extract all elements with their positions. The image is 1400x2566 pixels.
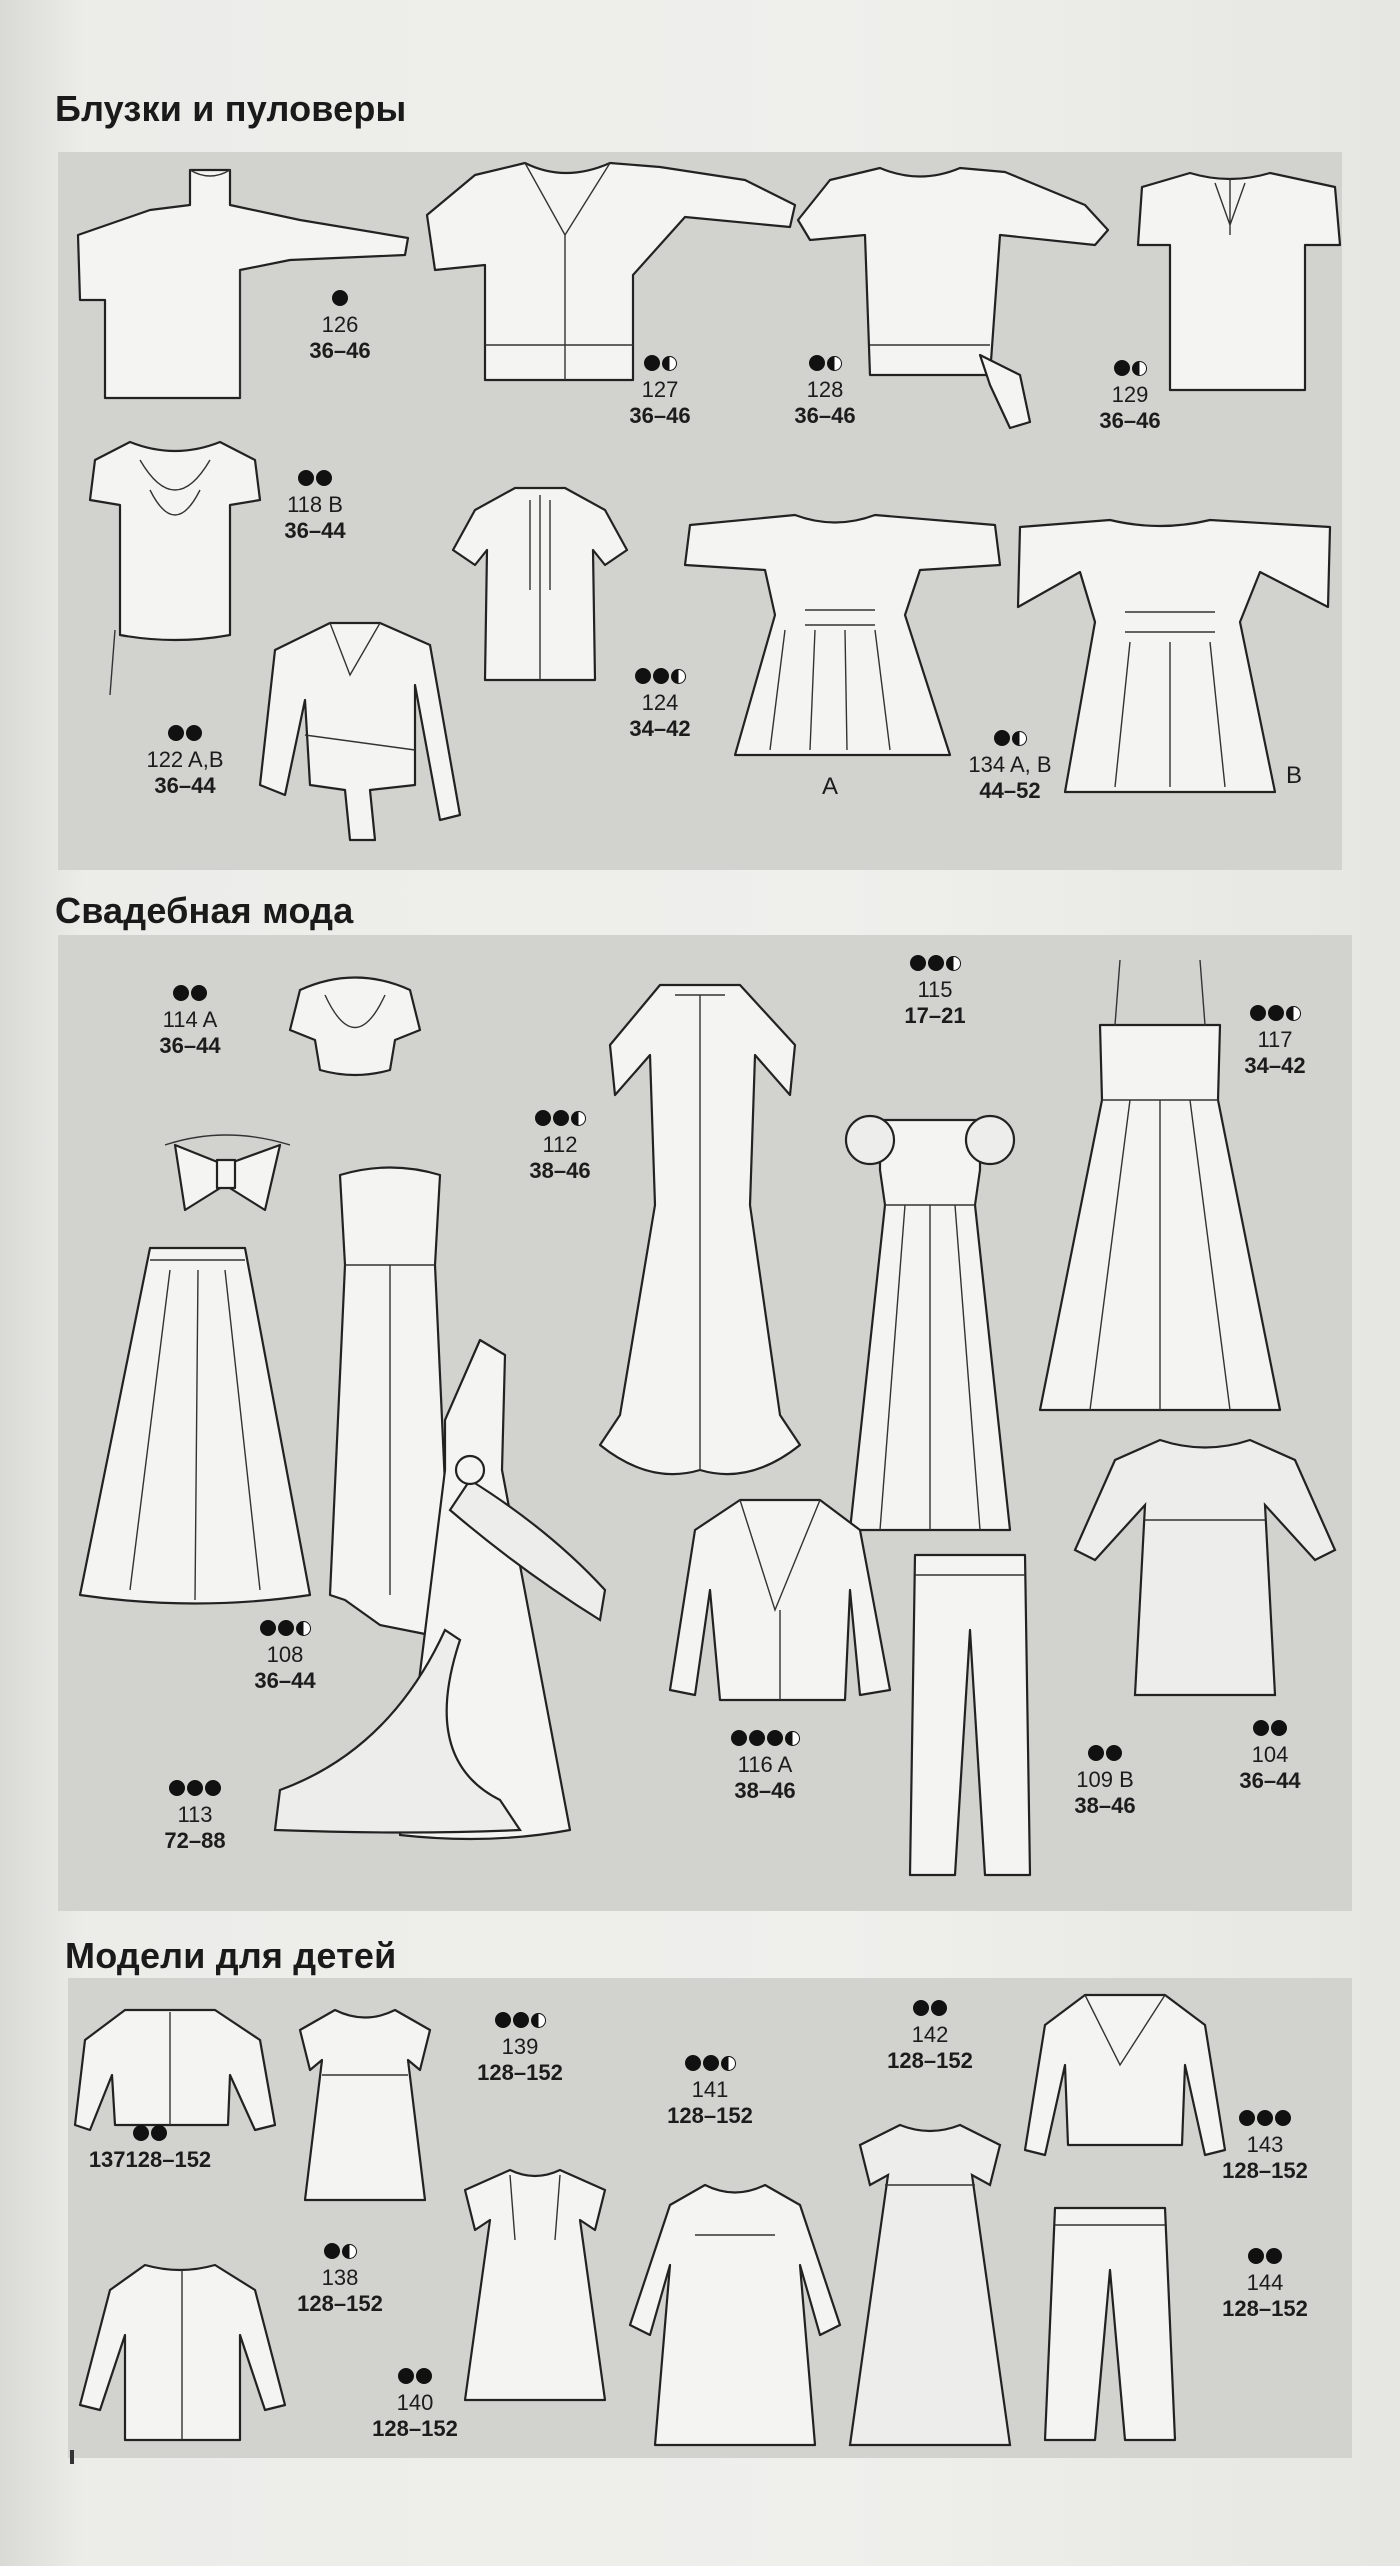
sketch-126	[40, 150, 420, 410]
pattern-size: 34–42	[629, 716, 691, 742]
pattern-142	[870, 2000, 990, 2075]
pattern-size: 36–44	[159, 1033, 221, 1059]
sketch-114a-bow	[165, 1130, 295, 1220]
pattern-114a	[140, 985, 240, 1060]
pattern-number: 126	[321, 312, 359, 337]
difficulty-dots	[610, 668, 710, 688]
sketch-116a	[660, 1490, 900, 1710]
pattern-number: 142	[911, 2022, 949, 2047]
difficulty-dots	[710, 1730, 820, 1750]
pattern-108	[235, 1620, 335, 1695]
difficulty-dots	[650, 2055, 770, 2075]
pattern-size: 36–46	[1099, 408, 1161, 434]
pattern-number: 138	[321, 2265, 359, 2290]
section-title-wedding: Свадебная мода	[55, 890, 354, 931]
sketch-141	[625, 2175, 850, 2455]
pattern-138	[280, 2243, 400, 2318]
pattern-number: 127	[641, 377, 679, 402]
sketch-104	[1070, 1430, 1340, 1710]
pattern-number: 108	[266, 1642, 304, 1667]
difficulty-dots	[1055, 1745, 1155, 1765]
pattern-size: 36–46	[629, 403, 691, 429]
sketch-113	[270, 1330, 640, 1870]
pattern-144	[1205, 2248, 1325, 2323]
difficulty-dots	[460, 2012, 580, 2032]
sketch-138	[75, 2255, 295, 2445]
pattern-number: 122 A,B	[146, 747, 224, 772]
section-title-kids: Модели для детей	[65, 1935, 397, 1976]
section-title-blouses: Блузки и пуловеры	[55, 88, 407, 129]
pattern-number: 104	[1251, 1742, 1289, 1767]
difficulty-dots	[355, 2368, 475, 2388]
pattern-number: 114 A	[162, 1007, 218, 1032]
pattern-size: 128–152	[1222, 2296, 1308, 2322]
difficulty-dots	[775, 355, 875, 375]
difficulty-dots	[235, 1620, 335, 1640]
pattern-118b	[265, 470, 365, 545]
pattern-115	[885, 955, 985, 1030]
pattern-124	[610, 668, 710, 743]
difficulty-dots	[1225, 1005, 1325, 1025]
pattern-size: 34–42	[1244, 1053, 1306, 1079]
sketch-137	[70, 2000, 280, 2140]
pattern-128	[775, 355, 875, 430]
pattern-number: 117	[1257, 1027, 1293, 1052]
difficulty-dots	[290, 290, 390, 310]
difficulty-dots	[1220, 1720, 1320, 1740]
sketch-144	[1040, 2200, 1180, 2450]
sketch-140	[455, 2160, 615, 2410]
pattern-137	[55, 2125, 245, 2173]
pattern-number: 140	[396, 2390, 434, 2415]
pattern-size: 44–52	[979, 778, 1041, 804]
pattern-143	[1205, 2110, 1325, 2185]
pattern-number: 139	[501, 2034, 539, 2059]
sketch-142	[840, 2115, 1020, 2455]
pattern-size: 36–44	[154, 773, 216, 799]
pattern-size: 128–152	[1222, 2158, 1308, 2184]
pattern-number: 115	[917, 977, 953, 1002]
difficulty-dots	[870, 2000, 990, 2020]
pattern-number: 128	[806, 377, 844, 402]
pattern-size: 128–152	[372, 2416, 458, 2442]
sketch-143	[1020, 1985, 1230, 2165]
pattern-140	[355, 2368, 475, 2443]
pattern-size: 128–152	[477, 2060, 563, 2086]
page-mark	[70, 2450, 74, 2464]
difficulty-dots	[55, 2125, 245, 2145]
sketch-115	[830, 1060, 1030, 1540]
pattern-size: 36–44	[1239, 1768, 1301, 1794]
pattern-139	[460, 2012, 580, 2087]
pattern-number: 144	[1246, 2270, 1284, 2295]
pattern-number: 112	[542, 1132, 578, 1157]
variant-b-label: B	[1286, 762, 1303, 789]
pattern-number: 143	[1246, 2132, 1284, 2157]
pattern-104	[1220, 1720, 1320, 1795]
pattern-size: 72–88	[164, 1828, 226, 1854]
sketch-109b	[900, 1550, 1040, 1880]
pattern-116a	[710, 1730, 820, 1805]
pattern-117	[1225, 1005, 1325, 1080]
pattern-129	[1080, 360, 1180, 435]
variant-a-label: A	[822, 773, 839, 800]
difficulty-dots	[1205, 2110, 1325, 2130]
pattern-number: 129	[1111, 382, 1149, 407]
pattern-number: 113	[177, 1802, 213, 1827]
pattern-size: 128–152	[887, 2048, 973, 2074]
difficulty-dots	[610, 355, 710, 375]
pattern-number: 137128–152	[88, 2147, 212, 2172]
difficulty-dots	[280, 2243, 400, 2263]
difficulty-dots	[140, 985, 240, 1005]
difficulty-dots	[885, 955, 985, 975]
pattern-122	[125, 725, 245, 800]
pattern-126	[290, 290, 390, 365]
pattern-number: 109 B	[1076, 1767, 1134, 1792]
pattern-number: 116 A	[737, 1752, 793, 1777]
pattern-size: 36–44	[284, 518, 346, 544]
sketch-118b	[80, 430, 270, 710]
pattern-size: 36–46	[309, 338, 371, 364]
pattern-127	[610, 355, 710, 430]
sketch-122	[250, 615, 470, 850]
difficulty-dots	[265, 470, 365, 490]
difficulty-dots	[145, 1780, 245, 1800]
sketch-124	[445, 480, 635, 690]
pattern-141	[650, 2055, 770, 2130]
pattern-134	[950, 730, 1070, 805]
pattern-size: 128–152	[297, 2291, 383, 2317]
pattern-113	[145, 1780, 245, 1855]
pattern-109b	[1055, 1745, 1155, 1820]
sketch-139	[290, 2000, 440, 2210]
difficulty-dots	[125, 725, 245, 745]
sketch-114a-bolero	[280, 970, 430, 1080]
pattern-size: 38–46	[734, 1778, 796, 1804]
difficulty-dots	[1080, 360, 1180, 380]
difficulty-dots	[1205, 2248, 1325, 2268]
pattern-size: 17–21	[904, 1003, 966, 1029]
pattern-size: 38–46	[529, 1158, 591, 1184]
pattern-size: 128–152	[667, 2103, 753, 2129]
pattern-size: 36–44	[254, 1668, 316, 1694]
pattern-number: 134 A, B	[968, 752, 1052, 777]
pattern-number: 124	[641, 690, 679, 715]
pattern-112	[510, 1110, 610, 1185]
pattern-number: 118 B	[287, 492, 343, 517]
pattern-number: 141	[691, 2077, 729, 2102]
difficulty-dots	[510, 1110, 610, 1130]
pattern-size: 38–46	[1074, 1793, 1136, 1819]
difficulty-dots	[950, 730, 1070, 750]
pattern-size: 36–46	[794, 403, 856, 429]
